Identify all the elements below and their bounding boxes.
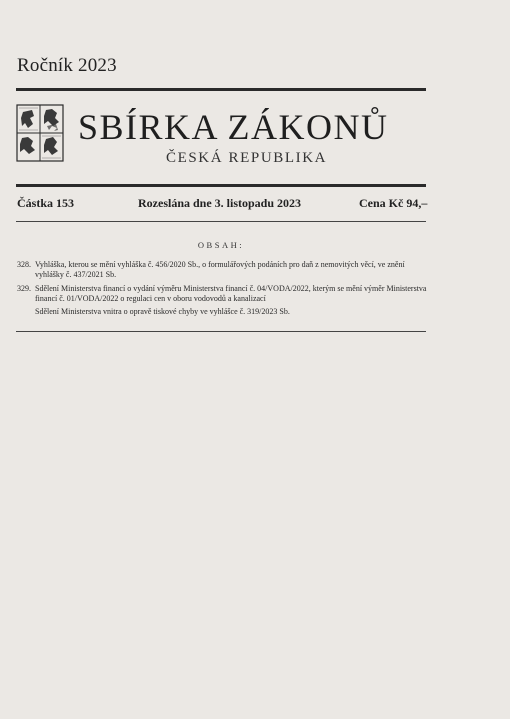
contents-bottom-divider [16,331,426,332]
czech-state-coat-of-arms-icon [16,104,64,162]
contents-item-number: 329. [17,284,31,293]
contents-item [17,260,427,280]
contents-heading: OBSAH: [197,240,245,250]
country-subtitle: ČESKÁ REPUBLIKA [166,150,328,166]
contents-item-text: Sdělení Ministerstva vnitra o opravě tiskové chyby ve vyhlášce č. 319/2023 Sb. [35,307,290,316]
contents-item-text: Sdělení Ministerstva financí o vydání výměru Ministerstva financí č. 04/VODA/2022, kterým se mění výměr Ministerstva financí č. 01/VODA/2022 o regulaci cen v oboru vodovodů a kanalizací [35,284,427,303]
issue-number: Částka 153 [17,196,75,210]
volume-year: Ročník 2023 [17,55,117,76]
contents-item-text: Vyhláška, kterou se mění vyhláška č. 456/2020 Sb., o formulářových podáních pro daň z nemovitých věcí, ve znění vyhlášky č. 437/2021 Sb. [35,260,405,279]
gazette-title: SBÍRKA ZÁKONŮ [78,107,389,147]
distribution-date: Rozeslána dne 3. listopadu 2023 [138,196,302,210]
issue-price: Cena Kč 94,– [359,196,428,210]
header-divider [16,184,426,187]
contents-item [17,284,427,304]
contents-item-number: 328. [17,260,31,269]
top-divider [16,88,426,91]
meta-divider [16,221,426,222]
contents-item [17,307,427,317]
